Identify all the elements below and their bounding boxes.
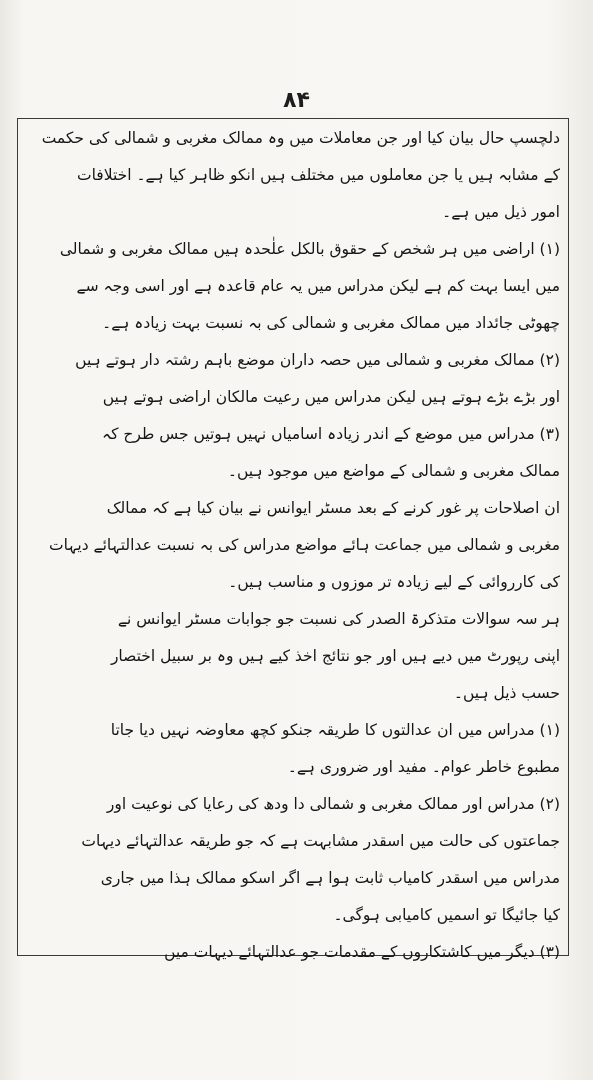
text-line: (۱) مدراس میں ان عدالتوں کا طریقہ جنکو کچھ معاوضہ نہیں دیا جاتا [110,721,560,739]
text-line: امور ذیل میں ہے۔ [442,203,560,221]
text-line: حسب ذیل ہیں۔ [453,684,560,702]
text-line: (۲) ممالک مغربی و شمالی میں حصہ داران موضع باہم رشتہ دار ہوتے ہیں [75,351,560,369]
text-line: (۳) مدراس میں موضع کے اندر زیادہ اسامیاں نہیں ہوتیں جس طرح کہ [102,425,560,443]
text-line: ممالک مغربی و شمالی کے مواضع میں موجود ہیں۔ [227,462,560,480]
text-line: کی کارروائی کے لیے زیادہ تر موزوں و مناسب ہیں۔ [228,573,560,591]
text-line: میں ایسا بہت کم ہے لیکن مدراس میں یہ عام قاعدہ ہے اور اسی وجہ سے [76,277,560,295]
text-line: جماعتوں کی حالت میں اسقدر مشابہت ہے کہ جو طریقہ عدالتہائے دیہات [81,832,560,850]
text-line: مطبوع خاطر عوام۔ مفید اور ضروری ہے۔ [287,758,560,776]
text-line: مدراس میں اسقدر کامیاب ثابت ہوا ہے اگر اسکو ممالک ہذا میں جاری [100,869,560,887]
text-line: اپنی رپورٹ میں دیے ہیں اور جو نتائج اخذ کیے ہیں وہ بر سبیل اختصار [110,647,560,665]
text-line: (۲) مدراس اور ممالک مغربی و شمالی دا ودھ کی رعایا کی نوعیت اور [106,795,560,813]
text-line: کیا جائیگا تو اسمیں کامیابی ہوگی۔ [333,906,560,924]
text-line: مغربی و شمالی میں جماعت ہائے مواضع مدراس کی بہ نسبت عدالتہائے دیہات [48,536,560,554]
page-number: ۸۴ [283,88,310,113]
text-line: (۱) اراضی میں ہر شخص کے حقوق بالکل علٰحدہ ہیں ممالک مغربی و شمالی [59,240,560,258]
text-line: کے مشابہ ہیں یا جن معاملوں میں مختلف ہیں انکو ظاہر کیا ہے۔ اختلافات [76,166,560,184]
text-line: ہر سہ سوالات متذکرۃ الصدر کی نسبت جو جوابات مسٹر ایوانس نے [117,610,560,628]
text-line: چھوٹی جائداد میں ممالک مغربی و شمالی کی بہ نسبت بہت زیادہ ہے۔ [102,314,560,332]
text-line: دلچسپ حال بیان کیا اور جن معاملات میں وہ ممالک مغربی و شمالی کی حکمت [41,129,560,147]
text-line: ان اصلاحات پر غور کرنے کے بعد مسٹر ایوانس نے بیان کیا ہے کہ ممالک [106,499,560,517]
text-line: اور بڑے بڑے ہوتے ہیں لیکن مدراس میں رعیت مالکان اراضی ہوتے ہیں [102,388,560,406]
text-line: (۳) دیگر میں کاشتکاروں کے مقدمات جو عدالتہائے دیہات میں [164,943,560,961]
body-text [26,120,560,971]
